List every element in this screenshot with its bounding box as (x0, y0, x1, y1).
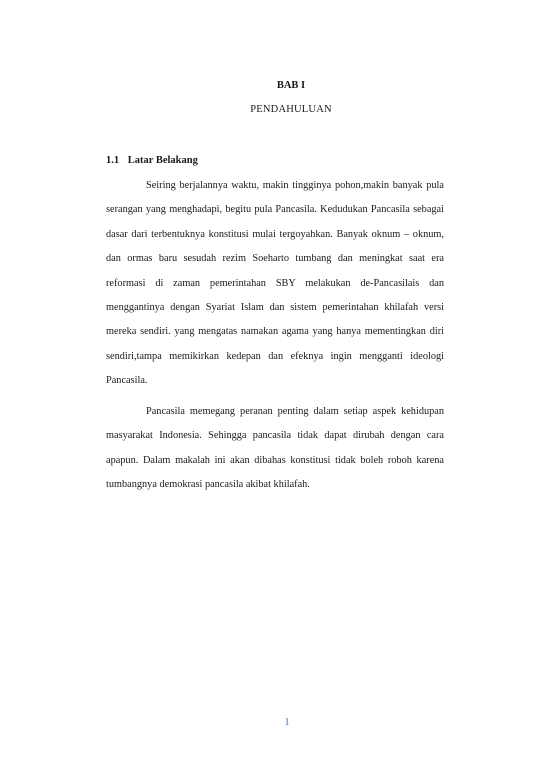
section-heading (106, 155, 198, 166)
section-title: Latar Belakang (127, 155, 198, 166)
section-number: 1.1 (106, 155, 120, 166)
chapter-number: BAB I (276, 80, 306, 91)
chapter-title: PENDAHULUAN (250, 104, 332, 115)
page-number: 1 (284, 716, 290, 728)
body-paragraph: Seiring berjalannya waktu, makin tingginya pohon,makin banyak pula serangan yang menghadapi, begitu pula Pancasila. Kedudukan Pancasila sebagai dasar dari terbentuknya konstitusi mulai tergoyahkan. Banyak oknum – oknum, dan ormas baru sesudah rezim Soeharto tumbang dan meningkat saat era reformasi di zaman pemerintahan SBY melakukan de-Pancasilais dan menggantinya dengan Syariat Islam dan sistem pemerintahan khilafah versi mereka sendiri. yang mengatas namakan agama yang hanya mementingkan diri sendiri,tampa memikirkan kedepan dan efeknya ingin mengganti ideologi Pancasila. (106, 180, 444, 387)
body-paragraph: Pancasila memegang peranan penting dalam setiap aspek kehidupan masyarakat Indonesia. Sehingga pancasila tidak dapat dirubah dengan cara apapun. Dalam makalah ini akan dibahas konstitusi tidak boleh roboh karena tumbangnya demokrasi pancasila akibat khilafah. (106, 406, 444, 491)
